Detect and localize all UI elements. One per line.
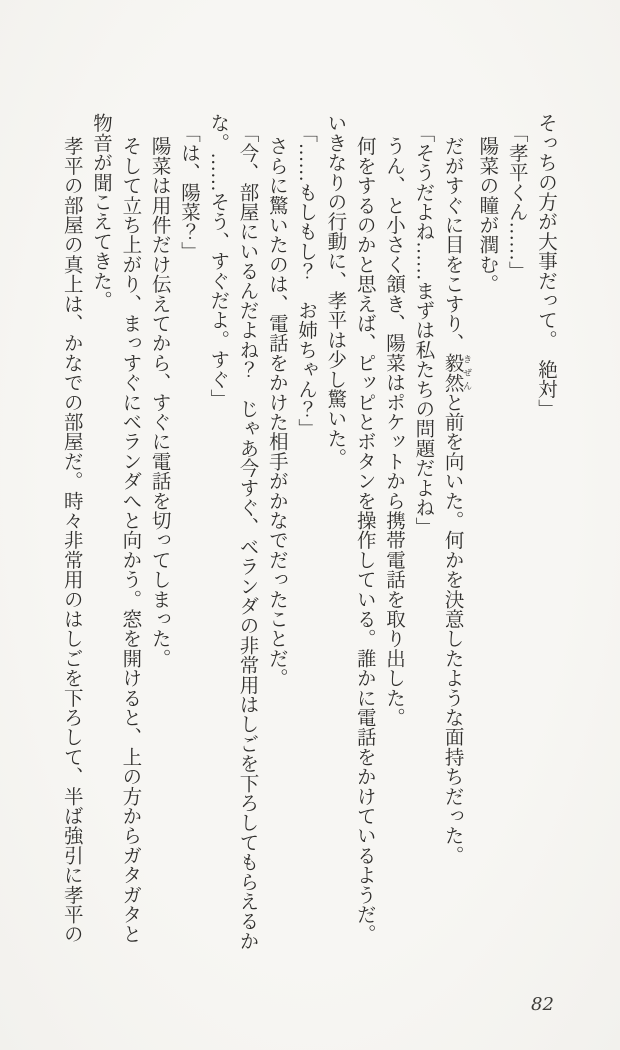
text-block [56, 113, 560, 961]
text-line: 「孝平くん……」 [505, 123, 527, 281]
text-line: 孝平の部屋の真上は、かなでの部屋だ。時々非常用のはしごを下ろして、半ば強引に孝平の [60, 136, 82, 944]
ruby-annotated-word: 毅然 きぜん [441, 352, 473, 393]
text-line: 「は、陽菜？」 [177, 123, 199, 261]
text-line: うん、と小さく頷き、陽菜はポケットから携帯電話を取り出した。 [383, 136, 405, 727]
text-line: な。……そう、すぐだよ。すぐ」 [207, 113, 229, 409]
text-line: 「……もしもし？ お姉ちゃん？」 [295, 123, 317, 439]
text-line: 物音が聞こえてきた。 [90, 113, 112, 310]
text-line: だがすぐに目をこすり、毅然 きぜんと前を向いた。何かを決意したような面持ちだった。 [441, 136, 473, 865]
text-line: 「今、部屋にいるんだよね？ じゃあ今すぐ、ベランダの非常用はしごを下ろしてもらえるか [236, 123, 258, 951]
furigana: きぜん [462, 352, 473, 393]
text-line: 陽菜は用件だけ伝えてから、すぐに電話を切ってしまった。 [148, 136, 170, 668]
text-line: いきなりの行動に、孝平は少し驚いた。 [324, 113, 346, 468]
text-line: そっちの方が大事だって。 絶対」 [535, 113, 556, 419]
page-number: 82 [531, 994, 554, 1015]
text-line: 何をするのかと思えば、ピッピとボタンを操作している。誰かに電話をかけているようだ。 [353, 136, 375, 944]
text-line: そして立ち上がり、まっすぐにベランダへと向かう。窓を開けると、上の方からガタガタと [119, 136, 141, 944]
text-line: 「そうだよね……まずは私たちの問題だよね」 [412, 123, 434, 537]
text-line: さらに驚いたのは、電話をかけた相手がかなでだったことだ。 [265, 136, 287, 688]
text-line: 陽菜の瞳が潤む。 [476, 136, 498, 294]
